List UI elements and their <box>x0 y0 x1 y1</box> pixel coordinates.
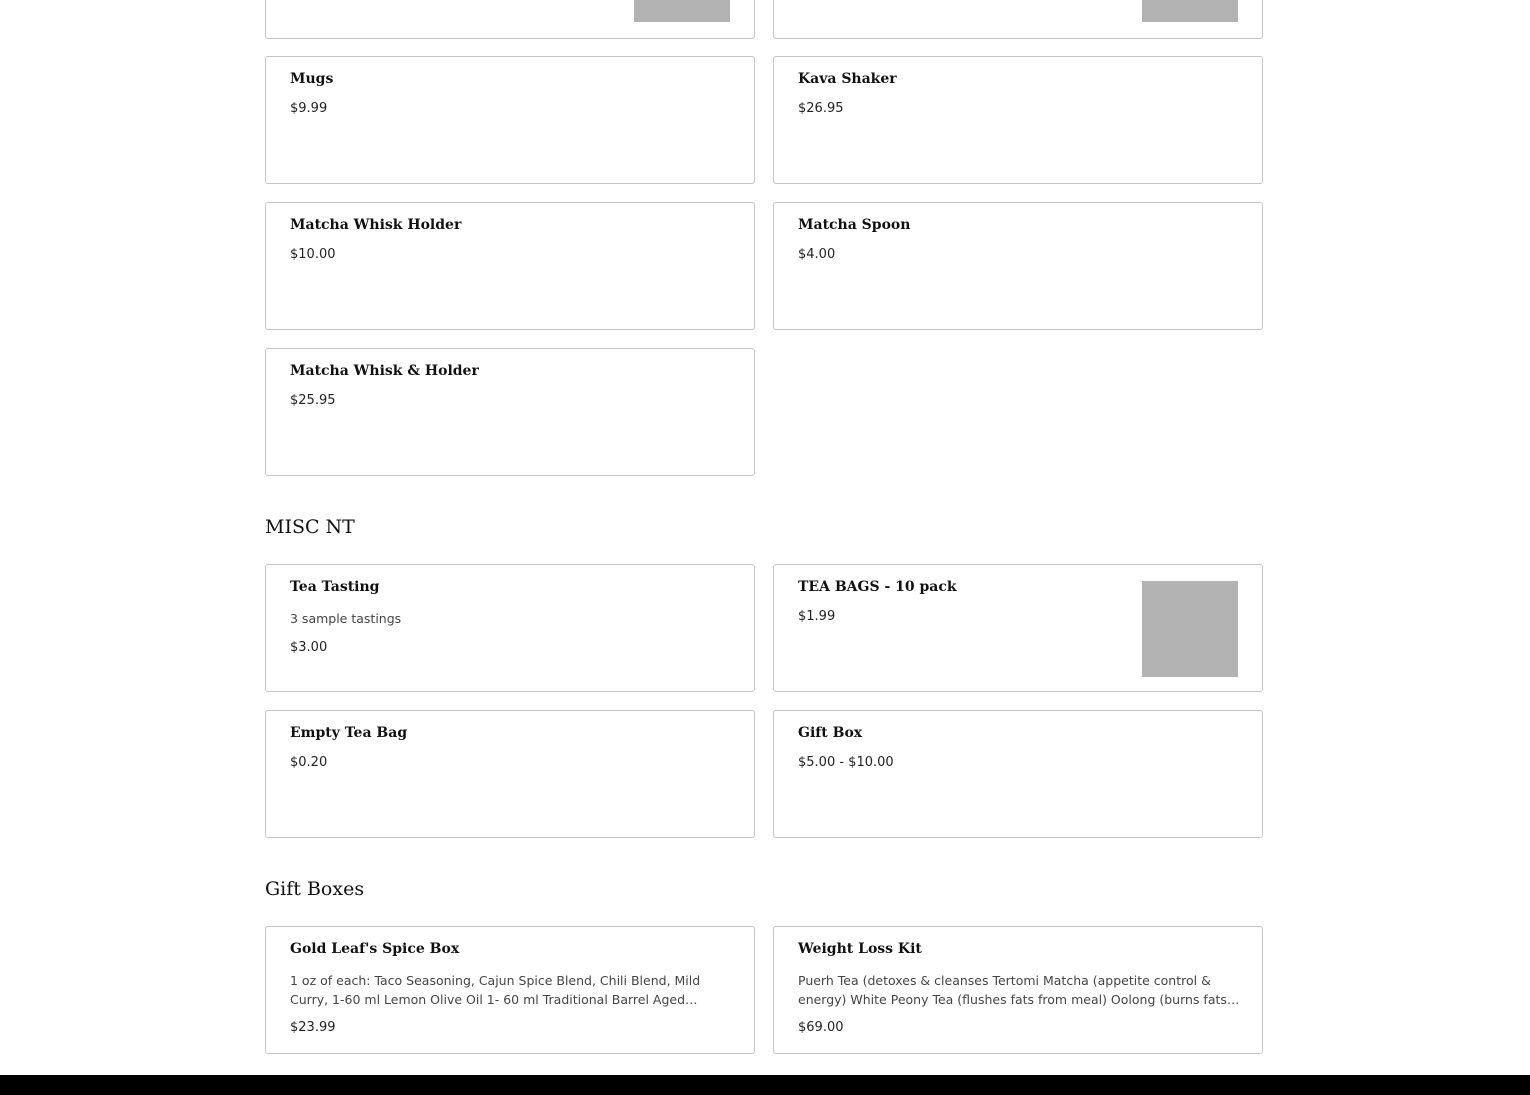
product-thumbnail <box>1142 0 1238 22</box>
product-price: $0.20 <box>290 755 328 770</box>
product-card-partial[interactable] <box>265 0 755 39</box>
product-name: Matcha Whisk Holder <box>290 217 462 233</box>
product-price: $69.00 <box>798 1020 844 1035</box>
product-thumbnail <box>634 0 730 22</box>
product-name: Matcha Spoon <box>798 217 911 233</box>
product-card-weight-loss-kit[interactable] <box>773 926 1263 1054</box>
product-card-gift-box[interactable] <box>773 710 1263 838</box>
product-card-gold-leaf-spice-box[interactable] <box>265 926 755 1054</box>
product-card-partial[interactable] <box>773 0 1263 39</box>
product-name: Mugs <box>290 71 334 87</box>
product-name: TEA BAGS - 10 pack <box>798 579 957 595</box>
product-card-matcha-whisk-and-holder[interactable] <box>265 348 755 476</box>
product-card-tea-tasting[interactable] <box>265 564 755 692</box>
product-name: Tea Tasting <box>290 579 380 595</box>
product-card-tea-bags-10-pack[interactable] <box>773 564 1263 692</box>
product-price: $26.95 <box>798 101 844 116</box>
product-name: Matcha Whisk & Holder <box>290 363 479 379</box>
product-price: $10.00 <box>290 247 336 262</box>
product-card-matcha-spoon[interactable] <box>773 202 1263 330</box>
product-card-mugs[interactable] <box>265 56 755 184</box>
section-title-gift-boxes: Gift Boxes <box>265 878 365 900</box>
footer-bar <box>0 1075 1530 1095</box>
product-name: Gold Leaf's Spice Box <box>290 941 460 957</box>
product-card-empty-tea-bag[interactable] <box>265 710 755 838</box>
product-price: $1.99 <box>798 609 836 624</box>
product-description: Puerh Tea (detoxes & cleanses Tertomi Matcha (appetite control & energy) White Peony Tea (flushes fats from meal) Oolong (burns fats <box>798 973 1227 1007</box>
product-price: $9.99 <box>290 101 328 116</box>
product-description: 3 sample tastings <box>290 611 402 626</box>
product-name: Weight Loss Kit <box>798 941 922 957</box>
product-price: $4.00 <box>798 247 836 262</box>
product-price: $3.00 <box>290 640 328 655</box>
product-card-matcha-whisk-holder[interactable] <box>265 202 755 330</box>
product-name: Kava Shaker <box>798 71 897 87</box>
product-thumbnail <box>1142 581 1238 677</box>
product-price: $25.95 <box>290 393 336 408</box>
product-name: Gift Box <box>798 725 863 741</box>
section-title-misc-nt: MISC NT <box>265 516 355 538</box>
product-card-kava-shaker[interactable] <box>773 56 1263 184</box>
product-price: $5.00 - $10.00 <box>798 755 894 770</box>
product-price: $23.99 <box>290 1020 336 1035</box>
product-description: 1 oz of each: Taco Seasoning, Cajun Spice Blend, Chili Blend, Mild Curry, 1-60 ml Lemon Olive Oil 1- 60 ml Traditional Barrel Aged <box>290 973 701 1007</box>
product-name: Empty Tea Bag <box>290 725 408 741</box>
